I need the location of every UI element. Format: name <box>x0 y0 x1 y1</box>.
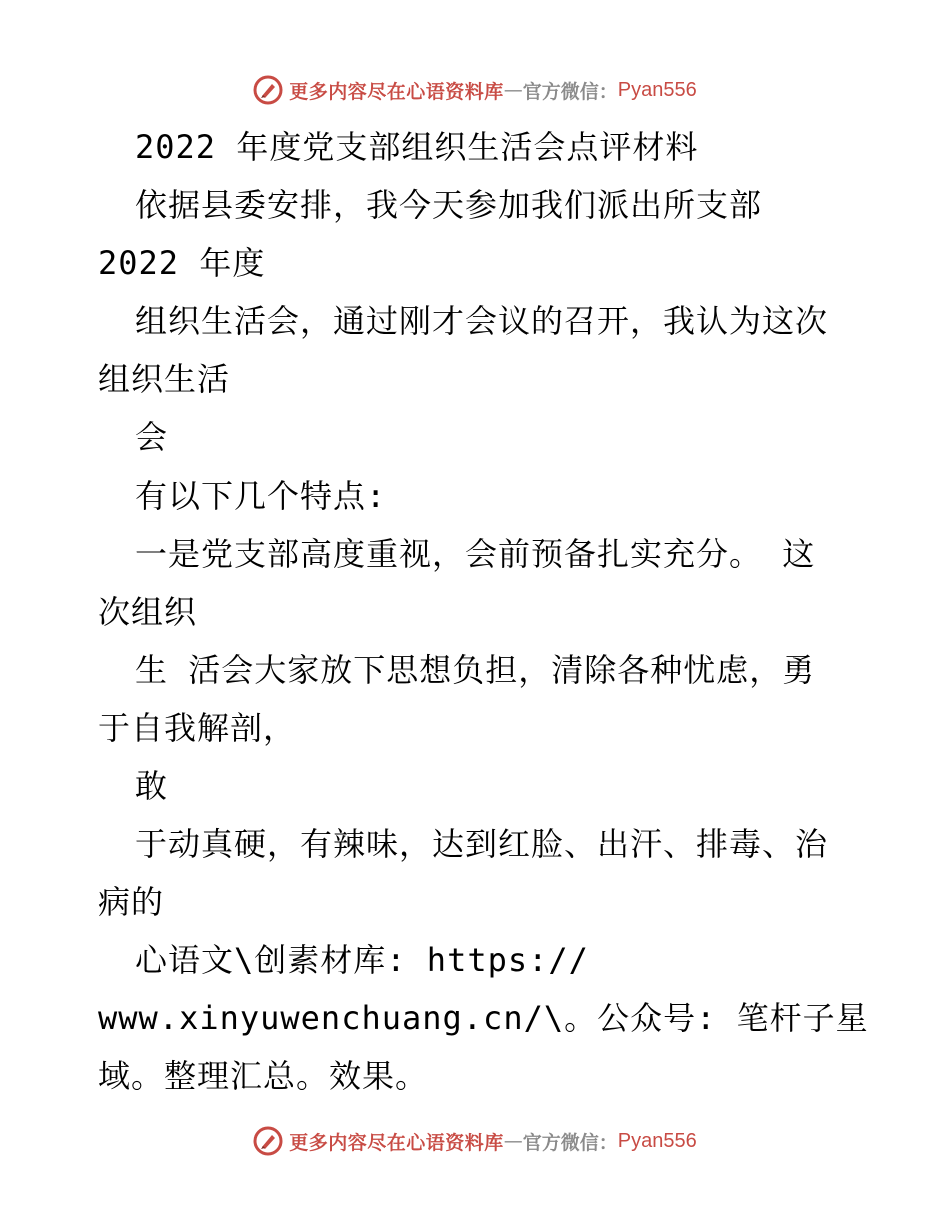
document-title: 2022 年度党支部组织生活会点评材料 <box>135 128 699 166</box>
header-watermark-banner <box>0 70 950 110</box>
paragraph-line: 于自我解剖， <box>98 709 297 747</box>
paragraph-line: 一是党支部高度重视，会前预备扎实充分。 这 <box>135 535 816 573</box>
paragraph-line: 有以下几个特点: <box>135 477 387 515</box>
banner-slogan: 更多内容尽在心语资料库 <box>289 80 504 103</box>
banner-separator: — <box>503 1130 523 1152</box>
paragraph-line: 生 活会大家放下思想负担，清除各种忧虑，勇 <box>135 651 816 689</box>
paragraph-line: 病的 <box>98 883 165 921</box>
banner-wechat-label: 官方微信： <box>522 80 618 103</box>
quill-pen-logo-icon <box>253 1126 283 1156</box>
paragraph-line: 组织生活会，通过刚才会议的召开，我认为这次 <box>135 302 829 340</box>
banner-wechat-id: Pyan556 <box>617 78 697 101</box>
paragraph-line: 依据县委安排，我今天参加我们派出所支部 <box>135 186 763 224</box>
banner-separator: — <box>503 79 523 101</box>
quill-pen-logo-icon <box>253 75 283 105</box>
paragraph-line: 域。整理汇总。效果。 <box>98 1057 429 1095</box>
footer-watermark-banner <box>0 1121 950 1161</box>
banner-wechat-label: 官方微信： <box>522 1131 618 1154</box>
paragraph-line: 敢 <box>135 767 169 805</box>
paragraph-line: www.xinyuwenchuang.cn/\。公众号: 笔杆子星 <box>98 999 869 1037</box>
paragraph-line: 2022 年度 <box>98 244 266 282</box>
paragraph-line: 于动真硬，有辣味，达到红脸、出汗、排毒、治 <box>135 825 829 863</box>
banner-slogan: 更多内容尽在心语资料库 <box>289 1131 504 1154</box>
banner-wechat-id: Pyan556 <box>617 1129 697 1152</box>
paragraph-line: 组织生活 <box>98 360 231 398</box>
paragraph-line: 会 <box>135 418 169 456</box>
paragraph-line: 心语文\创素材库: https:// <box>135 941 589 979</box>
paragraph-line: 次组织 <box>98 593 198 631</box>
